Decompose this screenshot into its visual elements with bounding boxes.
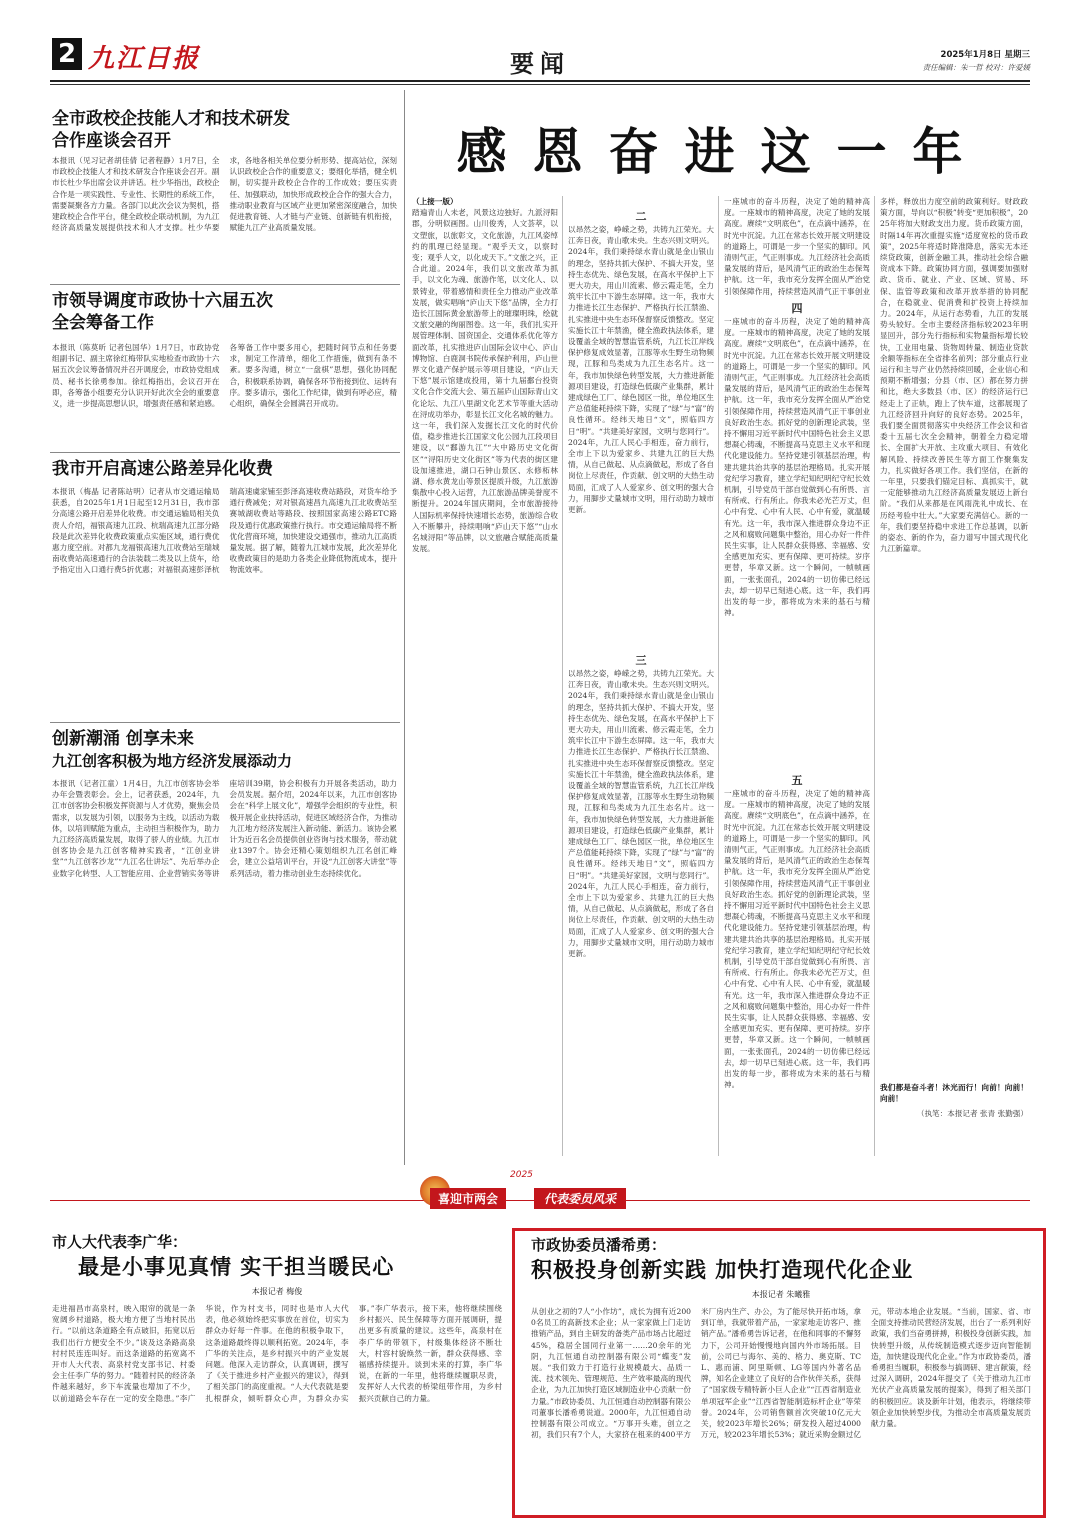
profile-kicker: 市人大代表李广华： xyxy=(52,1233,188,1251)
article-divider xyxy=(50,452,400,453)
masthead-rule-thin xyxy=(50,84,1030,85)
article-divider xyxy=(50,284,400,285)
article-body: 本报讯（见习记者胡佳倩 记者程静）1月7日，全市政校企技能人才和技术研发合作座谈会召开。副市长杜少华出席会议并讲话。杜少华指出，政校企合作是一项实践性、专业性、长期性的系统工作，需要凝聚各方力量。各部门以此次会议为契机，搭建政校企合作平台，健全政校企联动机制，为九江经济高质量发展提供技术和人才支撑。杜少华要求，各地各相关单位要分析形势、提高站位，深刻认识政校企合作的重要意义；要细化举措，健全机制，切实提升政校企合作的工作成效；要压实责任、加强联动，加快形成政校企合作的强大合力，推动职业教育与区域产业更加紧密深度融合，加快促进教育链、人才链与产业链、创新链有机衔接，赋能九江产业高质量发展。 xyxy=(52,156,397,233)
article-headline: 我市开启高速公路差异化收费 xyxy=(52,459,273,479)
banner-left-text: 喜迎市两会 xyxy=(430,1188,506,1209)
profile-body: 走进福昌市高泉村，映入眼帘的就是一条宽阔乡村道路，极大地方便了当地村民出行。“以前这条道路全有点破旧，拓宽以后我们出行方便安全不少。”谈及这条路高泉村村民连连叫好。而这条道路的拓宽离不开市人大代表、高泉村党支部书记、村委会主任李广华的努力。“随着村民的经济条件越来越好，乡下车流量也增加了不少，以前道路会车存在一定的安全隐患。”李广华说，作为村支书，同时也是市人大代表，他必须始终把实事放在首位，切实为群众办好每一件事。在他的积极争取下，这条道路最终得以顺利拓宽。2024年，李广华的关注点，是乡村振兴中的产业发展问题。他深入走访群众，认真调研，撰写了《关于推进乡村产业振兴的建议》，得到了相关部门的高度重视。“人大代表就是要扎根群众，倾听群众心声，为群众办实事。”李广华表示，接下来，他将继续围绕乡村振兴、民生保障等方面开展调研，提出更多有质量的建议。这些年，高泉村在李广华的带领下，村级集体经济不断壮大，村容村貌焕然一新，群众获得感、幸福感持续提升。谈到未来的打算，李广华说，在新的一年里，他将继续履职尽责，发挥好人大代表的桥梁纽带作用，为乡村振兴贡献自己的力量。 xyxy=(52,1304,502,1403)
section-title: 要闻 xyxy=(510,49,570,78)
feature-columns xyxy=(412,196,1032,1161)
article-body: 本报讯（陈莫昕 记者包国华）1月7日，市政协党组副书记、副主席徐红梅带队实地检查市政协十六届五次会议筹备情况并召开调度会，市政协党组成员、秘书长徐勇参加。徐红梅指出，会议召开在即，各筹备小组要充分认识开好此次全会的重要意义，进一步提高思想认识，增强责任感和紧迫感。各筹备工作中要多用心，把随时间节点和任务要求，制定工作清单，细化工作措施，做到有条不紊。要多沟通，树立“一盘棋”思想，强化协同配合，积极联系协调，确保各环节衔接到位、运转有序。要多请示，强化工作纪律，做到有呼必应，精心组织，确保全会圆满召开成功。 xyxy=(52,343,397,409)
feature-body-col2b: 以昂然之姿，峥嵘之势，共铸九江荣光。大江奔日夜，青山歌未央。生态兴则文明兴。2024年，我们秉持绿水青山就是金山银山的理念，坚持共抓大保护、不搞大开发，坚持生态优先、绿色发展，在高水平保护上下更大功夫，用山川流素、修云霞走笔，全力筑牢长江中下游生态屏障。这一年，我市大力推进长江生态保护、严格执行长江禁渔、扎实推进中央生态环保督察反馈整改。坚定实施长江十年禁渔，健全渔政执法体系，建设覆盖全域的智慧监管系统，九江长江岸线保护修复成效显著，江豚等水生野生动物频现，江豚和鸟类成为九江生态名片。这一年，我市加快绿色转型发展，大力推进新能源项目建设，打造绿色低碳产业集群，累计建成绿色工厂、绿色园区一批，单位地区生产总值能耗持续下降，实现了“绿”与“富”的良性循环。经纬天地日“文”，照临四方日“明”。“共建美好家园，文明与您同行”。2024年，九江人民心手相连，奋力前行，全市上下以为爱家乡、共建九江的巨大热情，从自己做起、从点滴做起，形成了各自岗位上尽责任，作贡献、创文明的大热生动局面，汇成了人人爱家乡、创文明的强大合力，用脚步丈量城市文明，用行动助力城市更新。 xyxy=(568,669,714,959)
feature-body-col3c: 一座城市的奋斗历程，决定了她的精神高度。一座城市的精神高度，决定了她的发展高度。赓续“文明底色”，在点滴中涵养，在时光中沉淀。九江在常态长效开展文明建设的道路上，可谓是一步一个坚实的脚印。风清则气正，气正则事成。九江经济社会高质量发展的背后，是风清气正的政治生态保驾护航。这一年，我市充分发挥全面从严治党引领保障作用，持续营造风清气正干事创业良好政治生态。抓好党的创新理论武装，坚持不懈用习近平新时代中国特色社会主义思想凝心铸魂，不断提高马克思主义水平和现代化建设能力。坚持党建引领基层治理，构建共建共治共享的基层治理格局。扎实开展党纪学习教育，建立学纪知纪明纪守纪长效机制，引导党员干部自觉做到心有所畏、言有所戒、行有所止。你我未必光芒万丈，但心中有党、心中有人民、心中有爱，就温暖有光。这一年，我市深入推进群众身边不正之风和腐败问题集中整治，用心办好一件件民生实事，让人民群众获得感、幸福感、安全感更加充实、更有保障、更可持续。岁序更替，华章又新。这一个瞬间，一帧帧画面，一张张面孔，2024的一切仿佛已经远去，却一切早已刻进心底。这一年，我们再出发的每一步，都将成为未来的基石与精神。 xyxy=(724,789,870,1090)
section-label: （上接一版） xyxy=(412,197,458,206)
banner-year: 2025 xyxy=(510,1170,533,1180)
feature-body-col4: 多样，释放出力度空前的政策利好。财政政策方面，导向以“积极”转变“更加积极”，2025年将加大财政支出力度。货币政策方面，时隔14年再次重提实施“适度宽松的货币政策”，2025年将适时降准降息，落实无本还续贷政策，创新金融工具，推动社会综合融资成本下降。政策协同方面，强调要加强财政、货币、就业、产业、区域、贸易、环保、监管等政策和改革开放举措的协同配合，在稳就业、促消费和扩投资上持续加力。2024年，从运行态势看，九江的发展势头较好。全市主要经济指标较2023年明显回升，部分先行指标和实物量指标增长较快，工业用电量、货物周转量、制造业贷款余额等指标在全省排名前列；部分重点行业运行和主导产业仍然持续回暖，企业信心和预期不断增强；分县（市、区）都在努力拼和比，绝大多数县（市、区）的经济运行已经走上了正轨，跑上了快车道，这都展现了九江经济回升向好的良好态势。2025年，我们要全面贯彻落实中央经济工作会议和省委十五届七次全会精神，朝着全力稳定增长、全面扩大开放、主攻重大项目、有效化解风险、持续改善民生等方面工作聚集发力，扎实做好各项工作。我们坚信，在新的一年里，只要我们锚定目标、真抓实干，就一定能够推动九江经济高质量发展迈上新台阶。“我们从来都是在风雨洗礼中成长、在历经考验中壮大。”大家要充满信心。新的一年，我们要坚持稳中求进工作总基调，以新的姿态、新的作为，奋力谱写中国式现代化九江新篇章。 xyxy=(880,197,1028,554)
section-number: 四 xyxy=(791,302,803,315)
feature-closing: 我们都是奋斗者！沐光而行！向前！向前！向前！ xyxy=(880,1083,1028,1104)
section-banner xyxy=(50,1170,1030,1222)
profile-right-highlight-box xyxy=(512,1228,1046,1518)
profile-byline: 本报记者 梅俊 xyxy=(251,1287,303,1296)
article-body: 本报讯（梅晶 记者陈站明）记者从市交通运输局获悉，自2025年1月1日起至12月31日，我市部分高速公路开启差异化收费。市交通运输局相关负责人介绍，福银高速九江段、杭瑞高速九江部分路段是此次差异化收费政策重点实施区域，通行费优惠力度空前。对都九龙福银高速九江收费站至瑞城南收费站高速通行的合法装载二类及以上货车，给予指定出入口通行费5折优惠；对福银高速彭泽杭瑞高速虞家铺至彭泽高速收费站路段，对货车给予通行费减免；对对银高速昌九高速九江北收费站至赛城湖收费站等路段、按照国家高速公路ETC路段及通行优惠政策推行执行。市交通运输局将不断优化营商环境，加快建设交通强市，推动九江高质量发展。据了解，随着九江城市发展，此次差异化收费政策目的是助力各类企业降低物流成本，提升物流效率。 xyxy=(52,487,397,575)
masthead-rule xyxy=(50,80,1030,82)
feature-body-col3b: 一座城市的奋斗历程，决定了她的精神高度。一座城市的精神高度，决定了她的发展高度。赓续“文明底色”，在点滴中涵养，在时光中沉淀。九江在常态长效开展文明建设的道路上，可谓是一步一个坚实的脚印。风清则气正，气正则事成。九江经济社会高质量发展的背后，是风清气正的政治生态保驾护航。这一年，我市充分发挥全面从严治党引领保障作用，持续营造风清气正干事创业良好政治生态。抓好党的创新理论武装，坚持不懈用习近平新时代中国特色社会主义思想凝心铸魂，不断提高马克思主义水平和现代化建设能力。坚持党建引领基层治理，构建共建共治共享的基层治理格局。扎实开展党纪学习教育，建立学纪知纪明纪守纪长效机制，引导党员干部自觉做到心有所畏、言有所戒、行有所止。你我未必光芒万丈，但心中有党、心中有人民、心中有爱，就温暖有光。这一年，我市深入推进群众身边不正之风和腐败问题集中整治，用心办好一件件民生实事，让人民群众获得感、幸福感、安全感更加充实、更有保障、更可持续。岁序更替，华章又新。这一个瞬间，一帧帧画面，一张张面孔，2024的一切仿佛已经远去，却一切早已刻进心底。这一年，我们再出发的每一步，都将成为未来的基石与精神。 xyxy=(724,317,870,618)
article-body: 本报讯（记者江童）1月4日，九江市创客协会举办年会暨表彰会。会上，记者获悉，2024年，九江市创客协会积极发挥资源与人才优势，聚焦会员需求，以发展为引领，以服务为主线，以活动为载体，以培训赋能为重点，主动担当积极作为，助力九江经济高质量发展，取得了骄人的业绩。九江市创客协会是九江创客精神实践者，“江创业讲堂”“九江创客沙龙”“九江名仕讲坛”、先后举办企业数字化转型、人工智能应用、企业营销实务等讲座培训39期，协会积极有力开展各类活动，助力会员发展。据介绍，2024年以来，九江市创客协会在“科学上展文化”，增强学会组织的专业性，积极开展企业扶持活动，促进区域经济合作，为推动九江地方经济发展注入新动能、新活力。该协会累计为近百名会员提供创业咨询与技术服务，带动就业1397个。协会还精心策划组织九江名创汇峰会，建立公益培训平台，开设“九江创客大讲堂”等系列活动，着力推动创业生态持续优化。 xyxy=(52,779,397,878)
section-number: 二 xyxy=(635,210,647,223)
feature-body-col2: 以昂然之姿，峥嵘之势，共铸九江荣光。大江奔日夜，青山歌未央。生态兴则文明兴。2024年，我们秉持绿水青山就是金山银山的理念，坚持共抓大保护、不搞大开发，坚持生态优先、绿色发展，在高水平保护上下更大功夫，用山川流素、修云霞走笔，全力筑牢长江中下游生态屏障。这一年，我市大力推进长江生态保护、严格执行长江禁渔、扎实推进中央生态环保督察反馈整改。坚定实施长江十年禁渔，健全渔政执法体系，建设覆盖全域的智慧监管系统，九江长江岸线保护修复成效显著，江豚等水生野生动物频现，江豚和鸟类成为九江生态名片。这一年，我市加快绿色转型发展，大力推进新能源项目建设，打造绿色低碳产业集群，累计建成绿色工厂、绿色园区一批，单位地区生产总值能耗持续下降，实现了“绿”与“富”的良性循环。经纬天地日“文”，照临四方日“明”。“共建美好家园，文明与您同行”。2024年，九江人民心手相连，奋力前行，全市上下以为爱家乡、共建九江的巨大热情，从自己做起、从点滴做起，形成了各自岗位上尽责任，作贡献、创文明的大热生动局面，汇成了人人爱家乡、创文明的强大合力，用脚步丈量城市文明，用行动助力城市更新。 xyxy=(568,225,714,515)
profile-headline: 积极投身创新实践 加快打造现代化企业 xyxy=(531,1258,914,1282)
article-divider xyxy=(50,722,400,723)
main-headline: 感恩奋进这一年 xyxy=(456,122,989,181)
feature-body-col3: 一座城市的奋斗历程，决定了她的精神高度。一座城市的精神高度，决定了她的发展高度。赓续“文明底色”，在点滴中涵养，在时光中沉淀。九江在常态长效开展文明建设的道路上，可谓是一步一个坚实的脚印。风清则气正，气正则事成。九江经济社会高质量发展的背后，是风清气正的政治生态保驾护航。这一年，我市充分发挥全面从严治党引领保障作用，持续营造风清气正干事创业 xyxy=(724,197,870,296)
section-number: 三 xyxy=(635,654,647,667)
profile-left xyxy=(52,1232,502,1522)
paper-name-logo: 九江日报 xyxy=(88,44,201,74)
article-headline: 创新潮涌 创享未来 九江创客积极为地方经济发展添动力 xyxy=(52,729,293,770)
date-line: 2025年1月8日 星期三 xyxy=(940,50,1030,60)
banner-right-text: 代表委员风采 xyxy=(534,1188,626,1209)
article-headline: 市领导调度市政协十六届五次 全会筹备工作 xyxy=(52,291,273,333)
profile-body: 从创业之初的7人“小作坊”，成长为拥有近2000名员工的高新技术企业；从一家家做上门走访推销产品，到自主研发的备类产品市场占比超过45%，稳居全国同行业第一……20余年的光阴，九江恒通自动控制器有限公司“蝶变”发展。“我们致力于打造行业规模最大、品质一流、技术领先、管理规范、生产效率最高的现代企业，为九江加快打造区域制造业中心贡献一份力量。”市政协委员、九江恒通自动控制器有限公司董事长潘希勇说道。2000年，九江恒通自动控制器有限公司成立。“万事开头难，创立之初，我们只有7个人，大家挤在租来的400平方米厂房内生产、办公，为了能尽快开拓市场，拿到订单，我就带着产品，一家家地走访客户、推销产品。”潘希勇告诉记者，在他和同事的不懈努力下，公司开始慢慢地向国内外市场拓展。目前，公司已与海尔、美的、格力、奥克斯、TCL、惠而浦、阿里斯顿、LG等国内外著名品牌，知名企业建立了良好的合作伙伴关系，获得了“国家级专精特新小巨人企业”“江西省制造业单项冠军企业”“江西省智能制造标杆企业”等荣誉。2024年，公司销售额首次突破10亿元大关，较2023年增长26%；研发投入超过4000万元，较2023年增长53%；就近采购金额过亿元，带动本地企业发展。“当前，国家、省、市全面支持推动民营经济发展，出台了一系列利好政策，我们当奋勇拼搏，积极投身创新实践，加快转型升级，从传统制造模式逐步迈向智能制造，加快建设现代化企业。”作为市政协委员，潘希勇担当履职，积极参与搞调研、建言献策，经过深入调研，2024年提交了《关于推动九江市光伏产业高质量发展的提案》，得到了相关部门的积极回应。谈及新年计划，他表示，将继续带领企业加快转型步伐，为推动全市高质量发展贡献力量。 xyxy=(531,1307,1031,1440)
section-number: 五 xyxy=(791,774,803,787)
editors-line: 责任编辑：朱一哲 校对：许爱媛 xyxy=(922,63,1030,72)
profile-headline: 最是小事见真情 实干担当暖民心 xyxy=(78,1255,395,1279)
profile-kicker: 市政协委员潘希勇： xyxy=(531,1236,667,1254)
profile-byline: 本报记者 朱曦雅 xyxy=(751,1290,811,1299)
page-number-box: 2 xyxy=(52,38,82,70)
feature-byline: （执笔：本报记者 张青 张勤强） xyxy=(916,1109,1028,1119)
column-divider xyxy=(404,90,405,1165)
feature-body-col1: 踏遍青山人未老，风景这边独好。九派浔阳郡，分明似画图。山川俊秀，人文荟萃，以文塑旅，以旅彰文，文化旅游，九江风姿绰约的肌理已经显现。“观乎天文，以察时变；观乎人文，以化成天下。”文旅之兴，正合此道。2024年，我们以文旅改革为抓手，以文化为魂、旅游作笔，以文化人、以景铸业，带着感情和责任全力推动产业改革发展，做实唱响“庐山天下悠”品牌，全力打造长江国际黄金旅游带上的璀璨明珠，绘就文旅交融的绚丽图卷。这一年，我们扎实开展管理体制、国资国企、交通体系优化等方面改革，扎实推进庐山国际会议中心、庐山博物馆、白鹿洞书院传承保护利用，庐山世界文化遗产保护展示等项目建设，“庐山天下悠”展示馆建成投用，第十九届鄱台投资文化合作交流大会、第五届庐山国际青山文化论坛、九江八里湖文化艺术节等重大活动在浔成功举办，彰显长江文化名城的魅力。这一年，我们深入发掘长江文化的时代价值，稳步推进长江国家文化公园九江段项目建设，以“鄱游九江”“大中路历史文化街区”“浔阳历史文化街区”等为代表的街区建设加速推进，湖口石钟山景区、永修柘林湖、修水黄龙山等景区提质升级，九江旅游集散中心投入运营，九江旅游品牌美誉度不断提升。2024年国庆期间，全市旅游接待人国际机率保持快速增长态势，旅游综合收入不断攀升，持续唱响“庐山天下悠”“山水名城浔阳”等品牌，以文旅融合赋能高质量发展。 xyxy=(412,208,558,554)
article-headline: 全市政校企技能人才和技术研发 合作座谈会召开 xyxy=(52,109,290,151)
